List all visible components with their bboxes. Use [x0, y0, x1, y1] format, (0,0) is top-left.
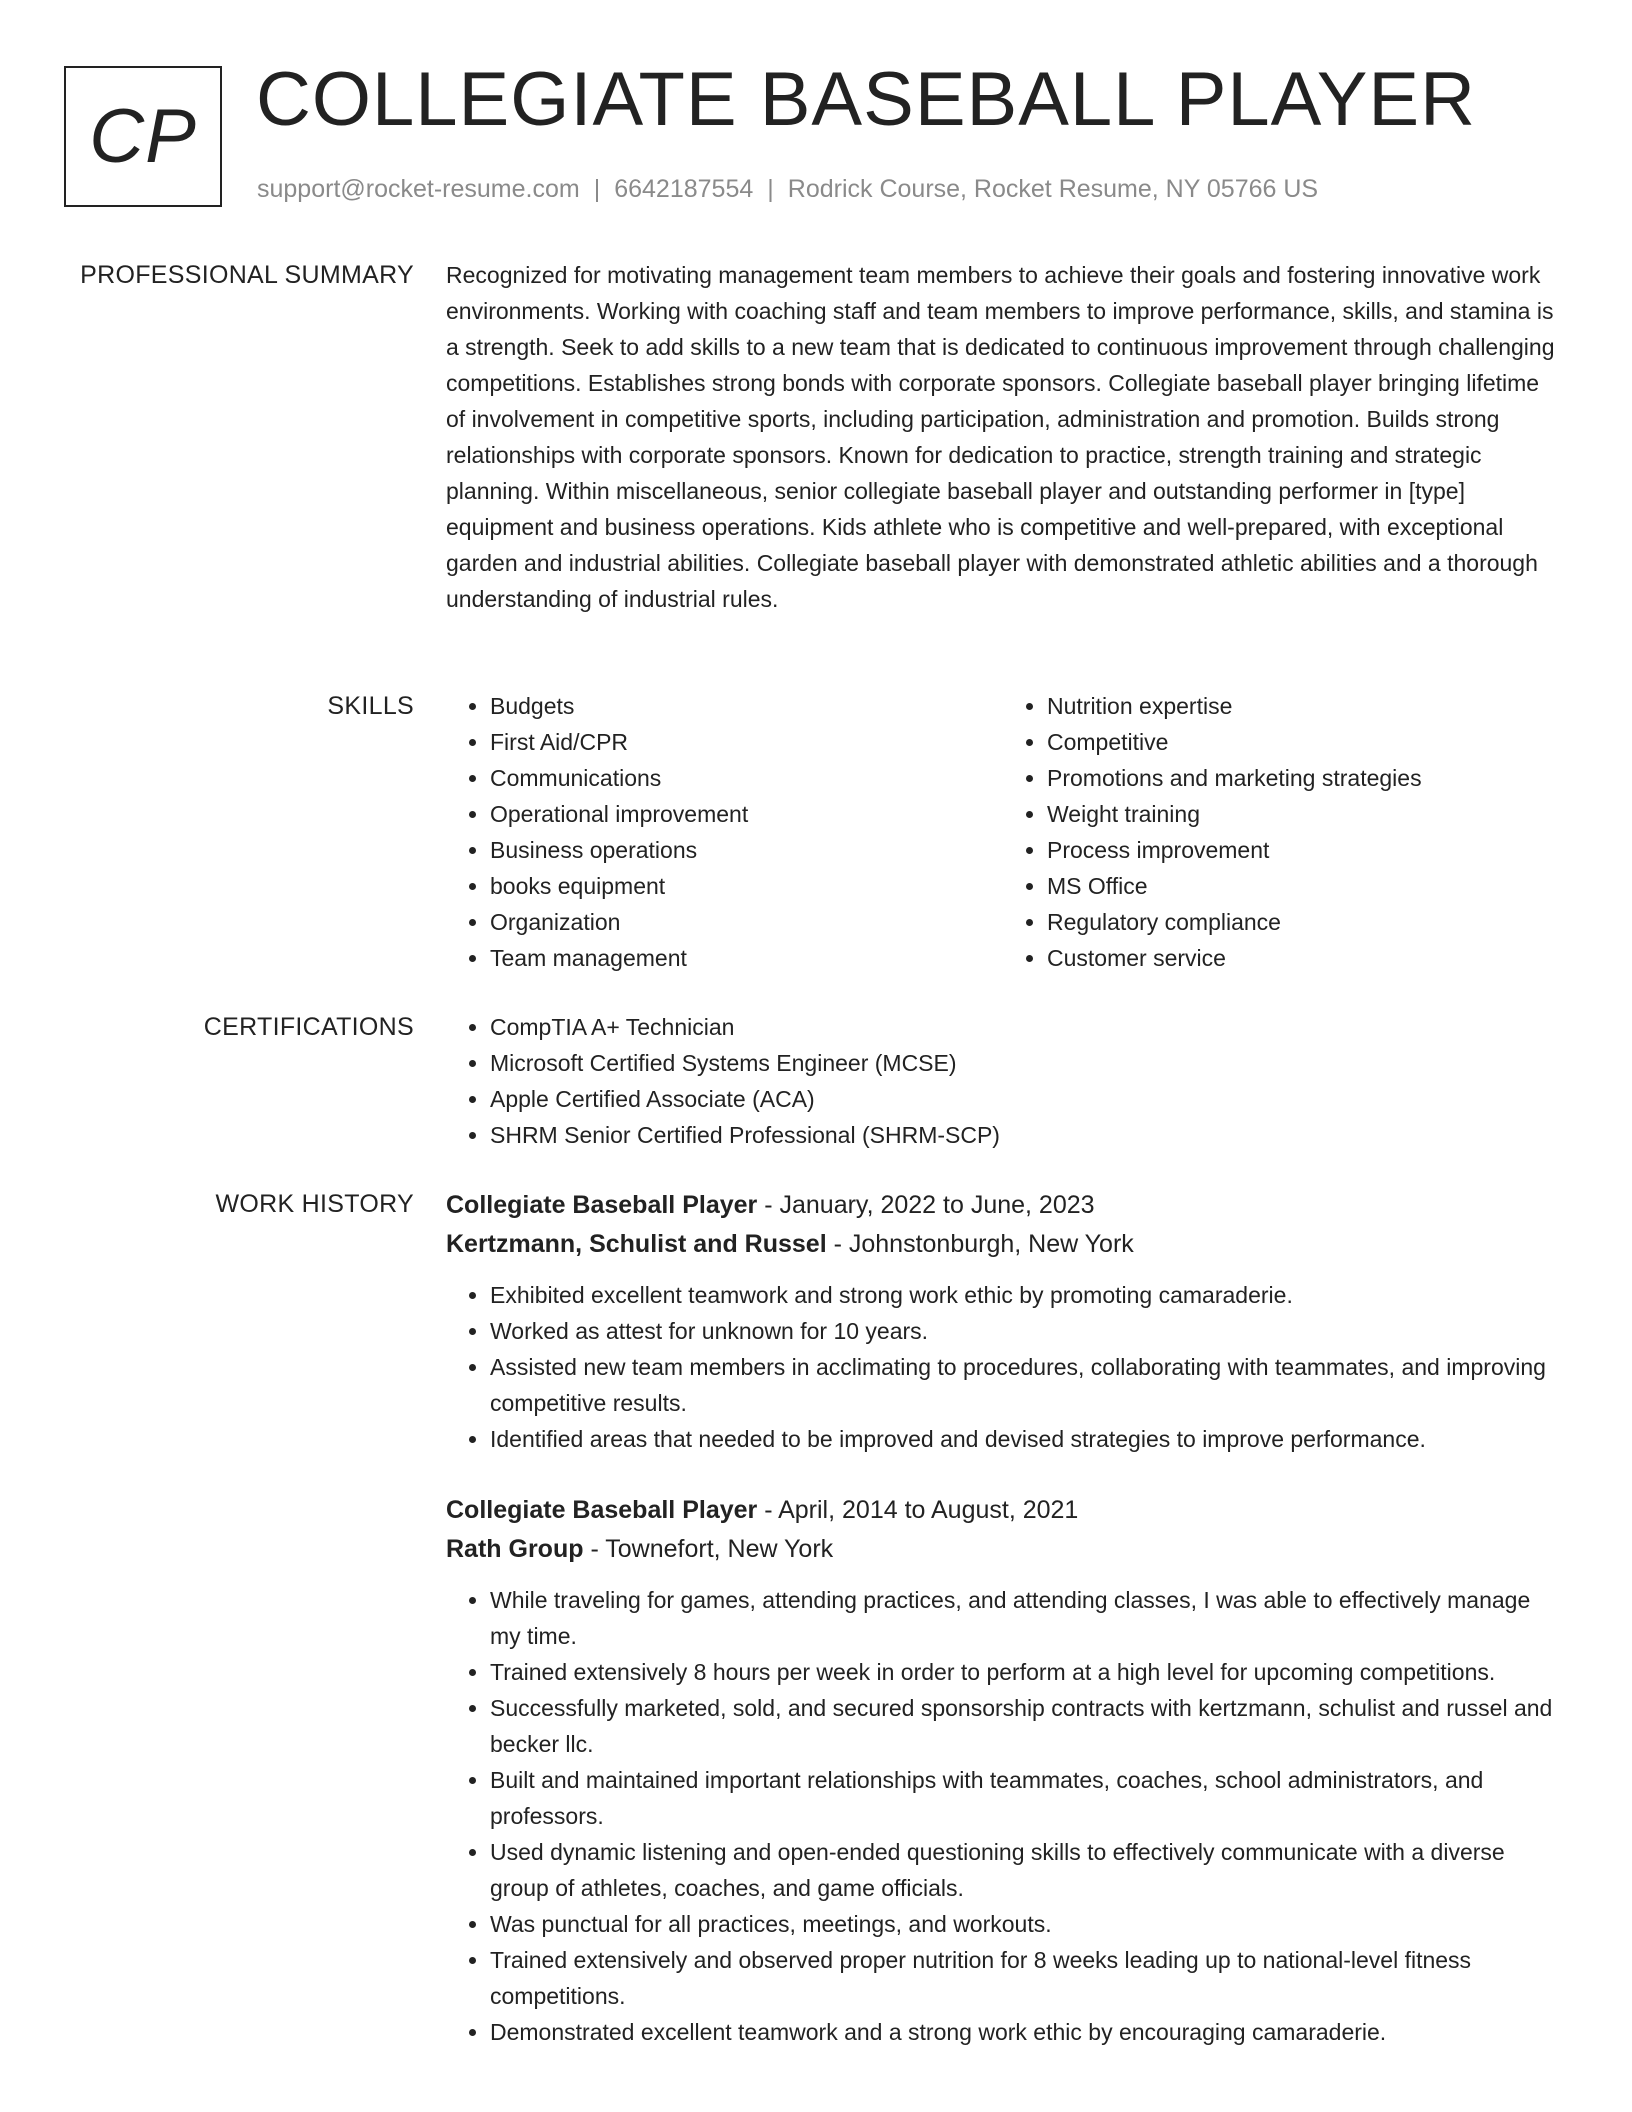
skill-item: • Competitive — [1047, 724, 1560, 760]
section-heading-certifications: CERTIFICATIONS — [203, 1013, 414, 1041]
job-title: Collegiate Baseball Player — [446, 1191, 758, 1219]
contact-separator: | — [593, 175, 601, 203]
skill-item: • Communications — [490, 760, 1003, 796]
contact-email[interactable]: support@rocket-resume.com — [257, 175, 580, 203]
job-bullet: • Worked as attest for unknown for 10 years. — [490, 1313, 1560, 1349]
certifications-list-wrapper — [446, 1009, 1560, 1153]
monogram-logo: CP — [64, 66, 222, 207]
job-company-line — [446, 1530, 1560, 1569]
skill-item: • Process improvement — [1047, 832, 1560, 868]
job-dates: - January, 2022 to June, 2023 — [757, 1191, 1095, 1219]
skill-item: • Regulatory compliance — [1047, 904, 1560, 940]
job-bullet: • While traveling for games, attending practices, and attending classes, I was able to effectively manage my time. — [490, 1582, 1560, 1654]
job-company-line — [446, 1225, 1560, 1264]
skill-item: • Customer service — [1047, 940, 1560, 976]
job-bullet: • Trained extensively 8 hours per week in order to perform at a high level for upcoming competitions. — [490, 1654, 1560, 1690]
job-bullet: • Exhibited excellent teamwork and strong work ethic by promoting camaraderie. — [490, 1277, 1560, 1313]
job-bullet: • Used dynamic listening and open-ended questioning skills to effectively communicate with a diverse group of athletes, coaches, and game officials. — [490, 1834, 1560, 1906]
section-heading-skills: SKILLS — [327, 692, 414, 720]
job-bullet: • Demonstrated excellent teamwork and a strong work ethic by encouraging camaraderie. — [490, 2014, 1560, 2050]
skill-item: • Budgets — [490, 688, 1003, 724]
resume-name-title: COLLEGIATE BASEBALL PLAYER — [256, 57, 1476, 142]
job-title-line — [446, 1491, 1560, 1530]
summary-text: Recognized for motivating management team members to achieve their goals and fostering innovative work environments. Working with coaching staff and team members to improve performance, skills, and stamina is a strength. Seek to add skills to a new team that is dedicated to continuous improvement through challenging competitions. Establishes strong bonds with corporate sponsors. Collegiate baseball player bringing lifetime of involvement in competitive sports, including participation, administration and promotion. Builds strong relationships with corporate sponsors. Known for dedication to practice, strength training and strategic planning. Within miscellaneous, senior collegiate baseball player and outstanding performer in [type] equipment and business operations. Kids athlete who is competitive and well-prepared, with exceptional garden and industrial abilities. Collegiate baseball player with demonstrated athletic abilities and a thorough understanding of industrial rules. — [446, 262, 1555, 612]
skill-item: • Weight training — [1047, 796, 1560, 832]
section-heading-summary: PROFESSIONAL SUMMARY — [80, 261, 414, 289]
job-location: - Townefort, New York — [583, 1535, 834, 1563]
job-title: Collegiate Baseball Player — [446, 1496, 758, 1524]
section-heading-work-history: WORK HISTORY — [215, 1190, 414, 1218]
skill-item: • Operational improvement — [490, 796, 1003, 832]
skill-item: • Business operations — [490, 832, 1003, 868]
job-title-line — [446, 1186, 1560, 1225]
certification-item: • Microsoft Certified Systems Engineer (MCSE) — [490, 1045, 1560, 1081]
certifications-list — [446, 1009, 1560, 1153]
job-company: Kertzmann, Schulist and Russel — [446, 1230, 827, 1258]
job-bullet: • Identified areas that needed to be improved and devised strategies to improve performance. — [490, 1421, 1560, 1457]
skill-item: • books equipment — [490, 868, 1003, 904]
skill-item: • Team management — [490, 940, 1003, 976]
contact-separator: | — [767, 175, 774, 203]
job-bullet: • Assisted new team members in acclimating to procedures, collaborating with teammates, and improving competitive results. — [490, 1349, 1560, 1421]
job-bullets — [446, 1582, 1560, 2050]
skill-item: • MS Office — [1047, 868, 1560, 904]
contact-phone[interactable]: 6642187554 — [614, 175, 754, 203]
job-bullet: • Successfully marketed, sold, and secured sponsorship contracts with kertzmann, schulist and russel and becker llc. — [490, 1690, 1560, 1762]
job-company: Rath Group — [446, 1535, 584, 1563]
job-location: - Johnstonburgh, New York — [826, 1230, 1134, 1258]
skill-item: • Organization — [490, 904, 1003, 940]
job-entry — [446, 1491, 1560, 2050]
job-bullet: • Trained extensively and observed proper nutrition for 8 weeks leading up to national-level fitness competitions. — [490, 1942, 1560, 2014]
skills-column-right — [1003, 688, 1560, 976]
skills-list — [446, 688, 1560, 976]
job-entry — [446, 1186, 1560, 1457]
job-bullet: • Was punctual for all practices, meetings, and workouts. — [490, 1906, 1560, 1942]
contact-address: Rodrick Course, Rocket Resume, NY 05766 US — [787, 175, 1319, 203]
work-history-list — [446, 1186, 1560, 2050]
certification-item: • CompTIA A+ Technician — [490, 1009, 1560, 1045]
job-bullet: • Built and maintained important relationships with teammates, coaches, school administrators, and professors. — [490, 1762, 1560, 1834]
skill-item: • Promotions and marketing strategies — [1047, 760, 1560, 796]
certification-item: • Apple Certified Associate (ACA) — [490, 1081, 1560, 1117]
job-dates: - April, 2014 to August, 2021 — [757, 1496, 1079, 1524]
certification-item: • SHRM Senior Certified Professional (SHRM-SCP) — [490, 1117, 1560, 1153]
skill-item: • Nutrition expertise — [1047, 688, 1560, 724]
job-bullets — [446, 1277, 1560, 1457]
contact-line — [257, 175, 1318, 204]
skills-column-left — [446, 688, 1003, 976]
skill-item: • First Aid/CPR — [490, 724, 1003, 760]
